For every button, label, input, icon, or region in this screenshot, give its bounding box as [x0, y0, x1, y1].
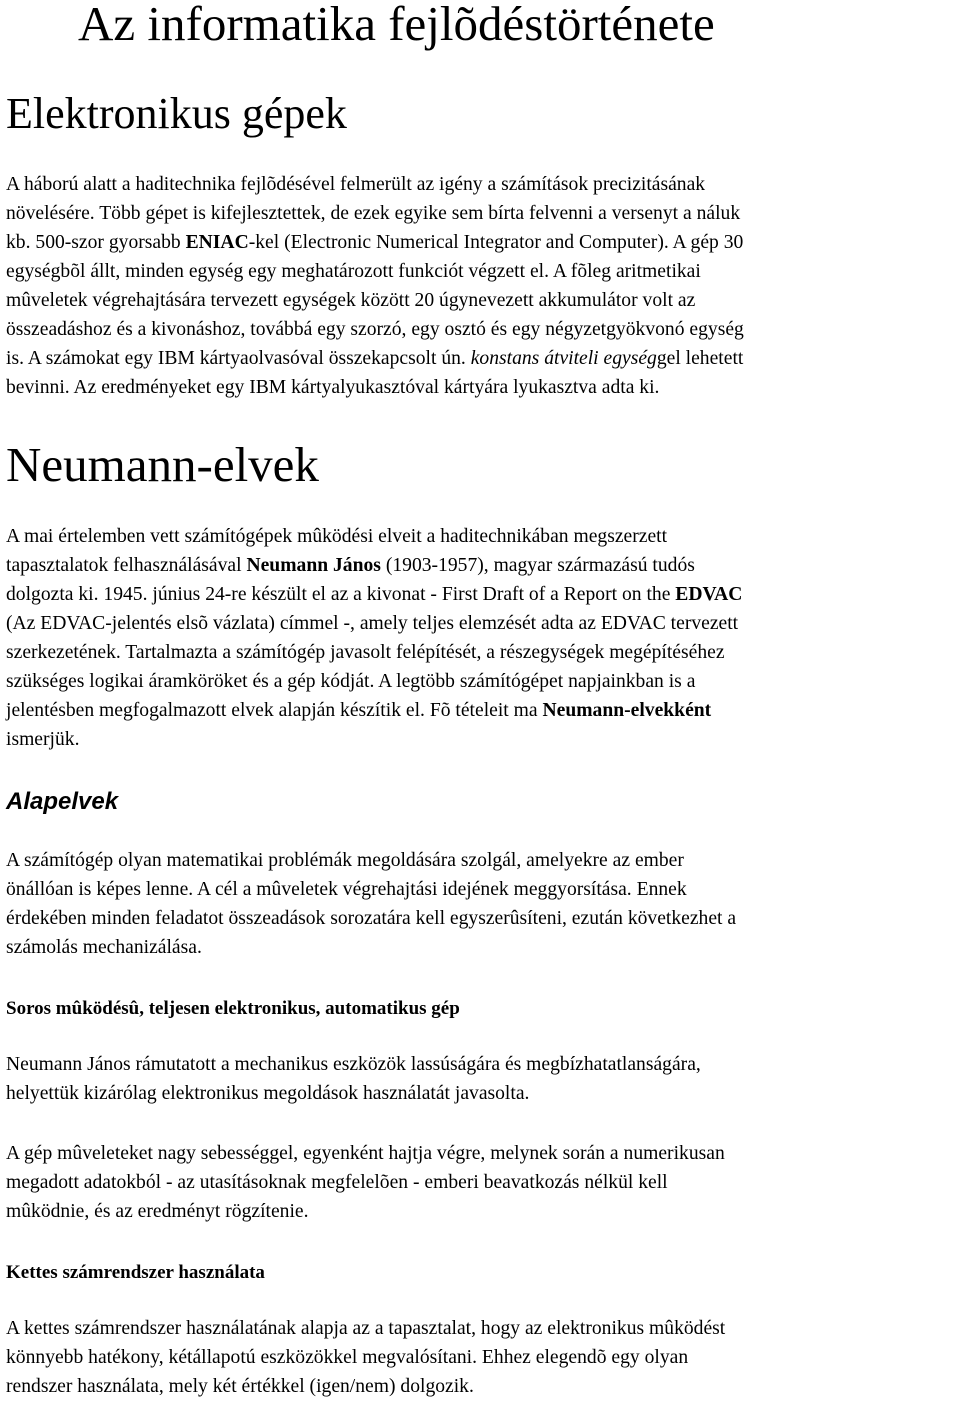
text-line — [6, 344, 956, 373]
text-line: önállóan is képes lenne. A cél a mûveletek végrehajtási idejének meggyorsítása. Ennek — [6, 879, 687, 900]
text-line — [6, 580, 956, 609]
text-line: ismerjük. — [6, 729, 80, 750]
eniac-emphasis: ENIAC — [185, 232, 249, 253]
text-line: rendszer használata, mely két értékkel (igen/nem) dolgozik. — [6, 1376, 474, 1397]
text-line: megadott adatokból - az utasításoknak megfelelõen - emberi beavatkozás nélkül kell — [6, 1172, 668, 1193]
paragraph-neumann — [6, 522, 956, 754]
text-run: -kel (Electronic Numerical Integrator and Computer). A gép 30 — [248, 232, 744, 253]
italic-term: konstans átviteli egység — [470, 348, 657, 369]
text-line: A háború alatt a haditechnika fejlõdésével felmerült az igény a számítások precizitásának — [6, 174, 706, 195]
text-line: szerkezetének. Tartalmazta a számítógép javasolt felépítését, a részegységek megépítéséhez — [6, 642, 725, 663]
neumann-name-emphasis: Neumann János — [246, 555, 381, 576]
text-line: A gép mûveleteket nagy sebességgel, egyenként hajtja végre, melynek során a numerikusan — [6, 1143, 725, 1164]
text-line: mûködnie, és az eredményt rögzítenie. — [6, 1201, 309, 1222]
text-line: (Az EDVAC-jelentés elsõ vázlata) címmel -, amely teljes elemzését adta az EDVAC tervezett — [6, 613, 739, 634]
text-run: jelentésben megfogalmazott elvek alapján készítik el. Fõ tételeit ma — [6, 700, 543, 721]
text-line: egységbõl állt, minden egység egy meghatározott funkciót végzett el. A fõleg aritmetikai — [6, 261, 701, 282]
text-line: szükséges logikai áramköröket és a gép kódját. A legtöbb számítógépet napjainkban is a — [6, 671, 696, 692]
text-line: A mai értelemben vett számítógépek mûködési elveit a haditechnikában megszerzett — [6, 526, 668, 547]
text-line — [6, 228, 956, 257]
paragraph-soros-2 — [6, 1139, 956, 1226]
text-line — [6, 551, 956, 580]
section-heading-neumann: Neumann-elvek — [6, 437, 319, 492]
text-line: bevinni. Az eredményeket egy IBM kártyalyukasztóval kártyára lyukasztva adta ki. — [6, 377, 660, 398]
paragraph-alapelvek — [6, 846, 956, 962]
text-line: könnyebb hatékony, kétállapotú eszközökkel megvalósítani. Ehhez elegendõ egy olyan — [6, 1347, 689, 1368]
text-line: összeadáshoz és a kivonáshoz, továbbá egy szorzó, egy osztó és egy négyzetgyökvonó egység — [6, 319, 744, 340]
neumann-elvek-emphasis: Neumann-elvekként — [542, 700, 712, 721]
paragraph-kettes — [6, 1314, 956, 1401]
text-run: tapasztalatok felhasználásával — [6, 555, 247, 576]
text-line: Neumann János rámutatott a mechanikus eszközök lassúságára és megbízhatatlanságára, — [6, 1054, 701, 1075]
paragraph-soros-1 — [6, 1050, 956, 1108]
text-line: növelésére. Több gépet is kifejlesztettek, de ezek egyike sem bírta felvenni a versenyt a náluk — [6, 203, 741, 224]
text-line: A kettes számrendszer használatának alapja az a tapasztalat, hogy az elektronikus mûködést — [6, 1318, 726, 1339]
text-line: A számítógép olyan matematikai problémák megoldására szolgál, amelyekre az ember — [6, 850, 684, 871]
section-heading-kettes: Kettes számrendszer használata — [6, 1262, 265, 1283]
text-run: gel lehetett — [656, 348, 744, 369]
paragraph-electronic — [6, 170, 956, 402]
text-line: helyettük kizárólag elektronikus megoldások használatát javasolta. — [6, 1083, 530, 1104]
section-heading-alapelvek: Alapelvek — [6, 788, 119, 815]
text-line: mûveletek végrehajtására tervezett egységek között 20 úgynevezett akkumulátor volt az — [6, 290, 696, 311]
text-line: számolás mechanizálása. — [6, 937, 202, 958]
text-line: érdekében minden feladatot összeadások sorozatára kell egyszerûsíteni, ezután következhet a — [6, 908, 737, 929]
edvac-emphasis: EDVAC — [675, 584, 743, 605]
text-run: kb. 500-szor gyorsabb — [6, 232, 186, 253]
document-title: Az informatika fejlõdéstörténete — [78, 0, 715, 51]
text-run: is. A számokat egy IBM kártyaolvasóval összekapcsolt ún. — [6, 348, 471, 369]
text-run: (1903-1957), magyar származású tudós — [380, 555, 695, 576]
section-heading-soros: Soros mûködésû, teljesen elektronikus, automatikus gép — [6, 998, 460, 1019]
text-run: dolgozta ki. 1945. június 24-re készült el az a kivonat - First Draft of a Report on the — [6, 584, 676, 605]
section-heading-electronic: Elektronikus gépek — [6, 89, 347, 138]
text-line — [6, 696, 956, 725]
